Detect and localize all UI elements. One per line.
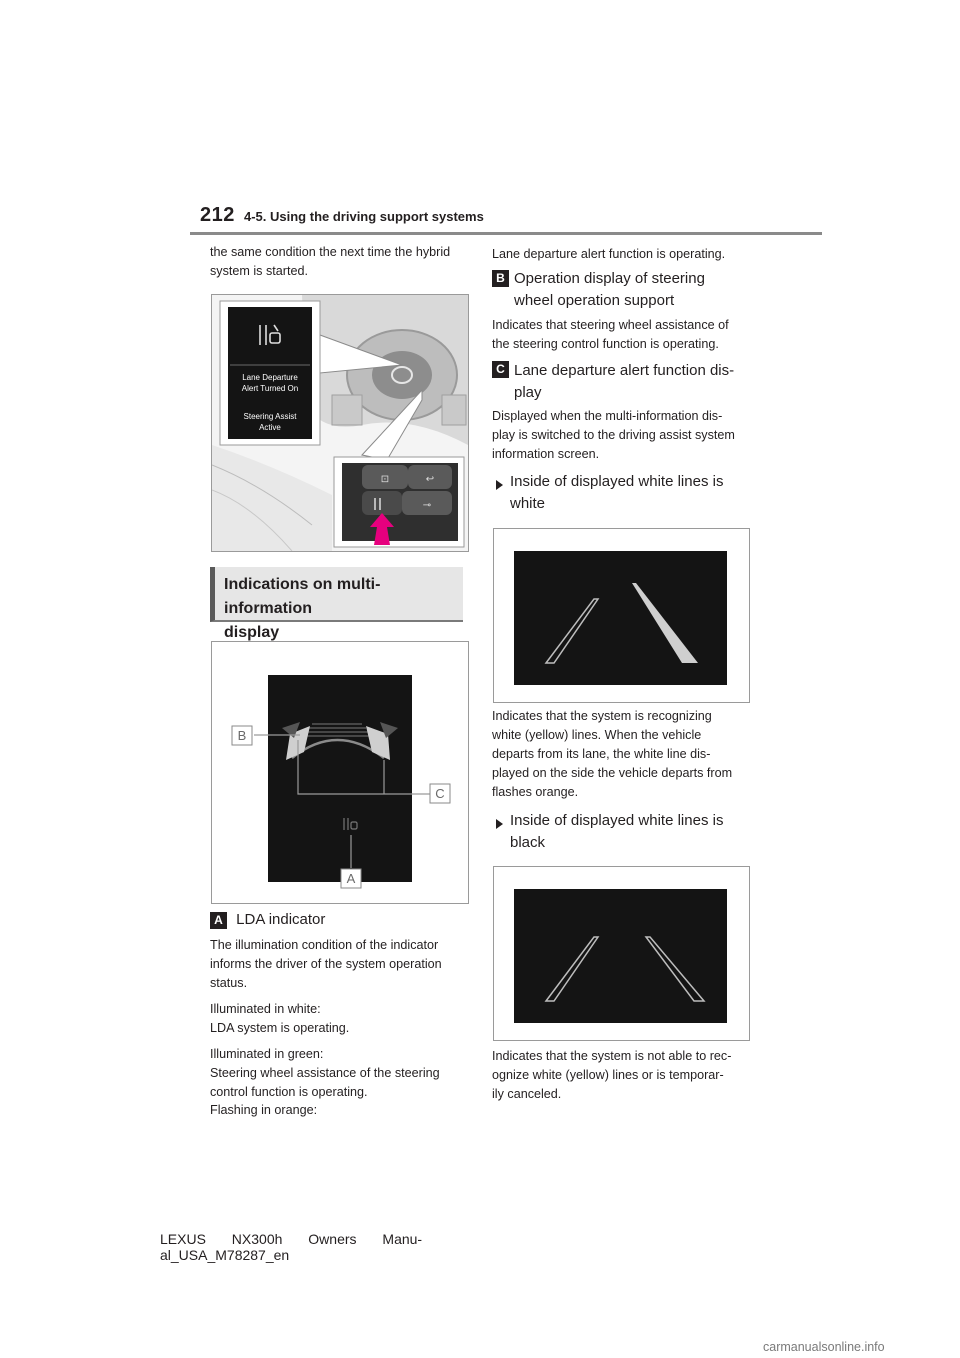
black-lines-title: Inside of displayed white lines is black xyxy=(510,812,724,851)
watermark[interactable]: carmanualsonline.info xyxy=(763,1340,885,1354)
black-lines-figure xyxy=(493,866,750,1041)
svg-text:⊸: ⊸ xyxy=(422,500,432,511)
item-a-desc: The illumination condition of the indicator informs the driver of the system operation status. xyxy=(210,938,442,990)
white-lines-illustration xyxy=(494,529,749,702)
svg-text:⊡: ⊡ xyxy=(380,474,390,485)
bullet-arrow-icon xyxy=(496,815,503,833)
label-a: A xyxy=(346,871,356,886)
marker-c: C xyxy=(492,361,509,379)
label-b: B xyxy=(237,728,247,743)
item-b-title: Operation display of steering wheel operation support xyxy=(514,270,705,309)
item-b-desc: Indicates that steering wheel assistance of the steering control function is operating. xyxy=(492,318,729,351)
screen-text-2: Alert Turned On xyxy=(241,384,299,393)
intro-text: the same condition the next time the hybrid system is started. xyxy=(210,245,451,278)
orange-state-label: Flashing in orange: xyxy=(210,1103,318,1117)
green-state: Illuminated in green: Steering wheel assistance of the steering control function is operating. xyxy=(210,1047,440,1099)
screen-text-1: Lane Departure xyxy=(242,373,298,382)
multi-info-display-figure xyxy=(211,641,469,904)
black-lines-desc: Indicates that the system is not able to rec- ognize white (yellow) lines or is temporar- ily canceled. xyxy=(492,1049,732,1101)
multi-info-display-illustration xyxy=(212,642,468,903)
marker-b: B xyxy=(492,270,509,288)
footer-line-1: LEXUS NX300h Owners Manu- xyxy=(160,1231,423,1247)
screen-text-3: Steering Assist xyxy=(243,412,297,421)
section-heading: Indications on multi-information display xyxy=(210,567,463,622)
white-lines-title: Inside of displayed white lines is white xyxy=(510,473,724,512)
steering-switch-illustration xyxy=(212,295,468,551)
item-a-title: A LDA indicator xyxy=(210,909,325,931)
white-lines-figure xyxy=(493,528,750,703)
label-c: C xyxy=(435,786,445,801)
section-title: 4-5. Using the driving support systems xyxy=(244,209,484,224)
item-c-desc: Displayed when the multi-information dis- play is switched to the driving assist system information screen. xyxy=(492,409,735,461)
bullet-arrow-icon xyxy=(496,476,503,494)
black-lines-illustration xyxy=(494,867,749,1040)
svg-text:↩: ↩ xyxy=(425,474,435,485)
marker-a: A xyxy=(210,912,227,929)
footer-line-2: al_USA_M78287_en xyxy=(160,1247,290,1263)
page-number: 212 xyxy=(200,204,235,226)
item-c-title: Lane departure alert function dis- play xyxy=(514,362,735,401)
header-rule xyxy=(190,232,822,235)
white-state: Illuminated in white: LDA system is operating. xyxy=(210,1002,350,1035)
orange-state-text: Lane departure alert function is operating. xyxy=(492,247,726,261)
steering-switch-figure xyxy=(211,294,469,552)
white-lines-desc: Indicates that the system is recognizing white (yellow) lines. When the vehicle departs from its lane, the white line dis- played on the side the vehicle departs from flashes orange. xyxy=(492,709,733,799)
screen-text-4: Active xyxy=(259,423,281,432)
